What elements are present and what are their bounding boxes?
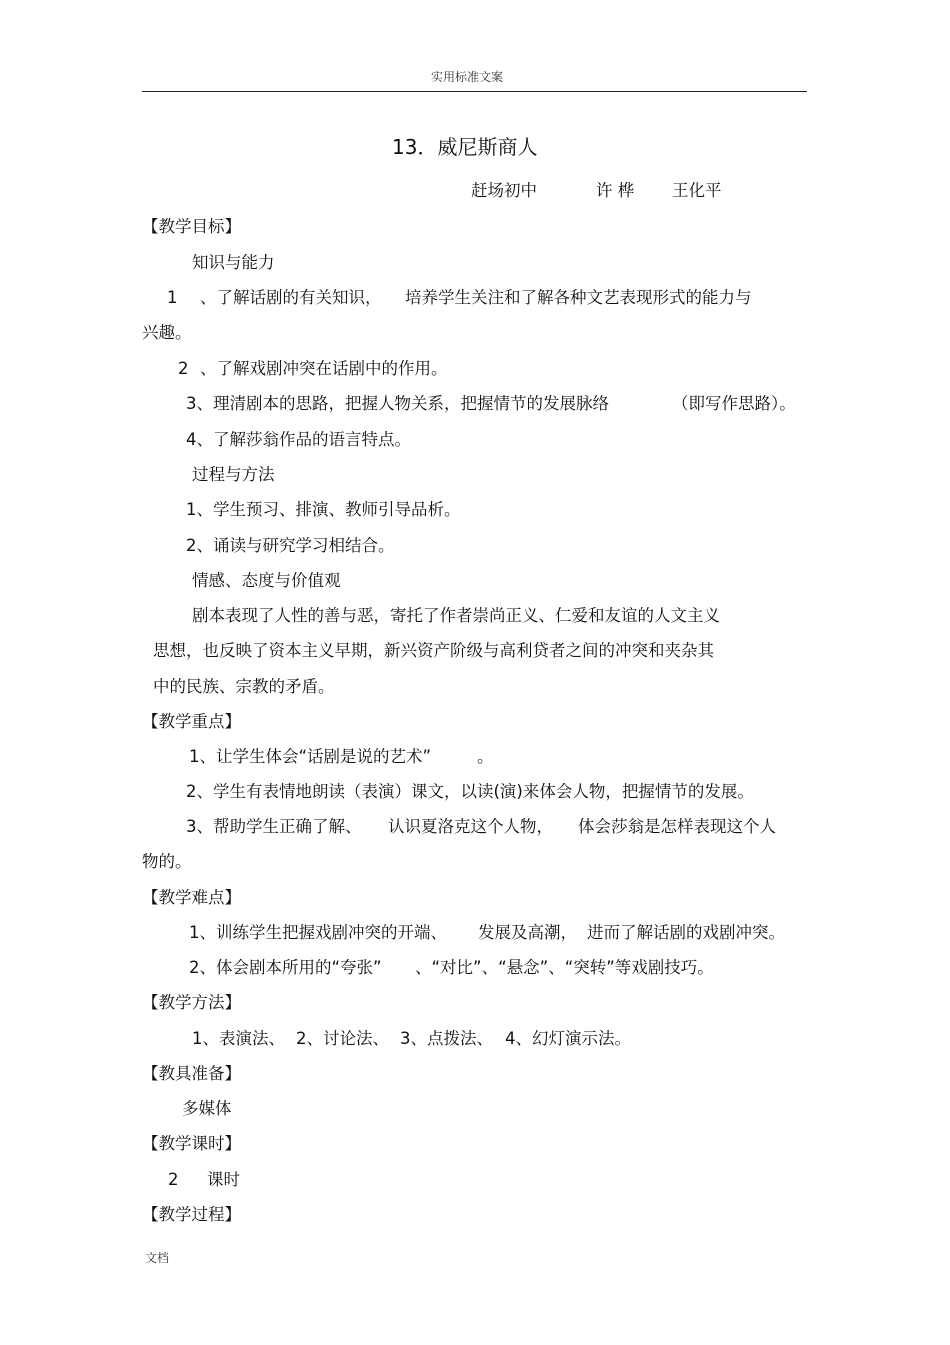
method-item: 2、讨论法、 [296, 1029, 389, 1048]
paragraph-text: 物的。 [142, 852, 192, 871]
header-rule [142, 91, 807, 92]
paragraph-text: 1、学生预习、排演、教师引导品析。 [186, 500, 461, 519]
paragraph-text: 、了解话剧的有关知识， [200, 288, 382, 307]
section-heading-methods: 【教学方法】 [142, 993, 241, 1012]
paragraph-text: 多媒体 [182, 1099, 232, 1118]
author-name-1: 许 桦 [596, 181, 635, 200]
section-heading-hours: 【教学课时】 [142, 1134, 241, 1153]
paragraph-text: 发展及高潮， [478, 923, 577, 942]
item-number: 2 [168, 1170, 179, 1189]
paragraph-text: （即写作思路）。 [672, 394, 796, 413]
page-footer: 文档 [145, 1251, 170, 1265]
paragraph-text: 、了解戏剧冲突在话剧中的作用。 [200, 359, 448, 378]
paragraph-text: 兴趣。 [142, 323, 192, 342]
subheading-knowledge: 知识与能力 [192, 253, 275, 272]
paragraph-text: 思想，也反映了资本主义早期，新兴资产阶级与高利贷者之间的冲突和夹杂其 [153, 641, 714, 660]
section-heading-keypoints: 【教学重点】 [142, 712, 241, 731]
paragraph-text: 4、了解莎翁作品的语言特点。 [186, 430, 411, 449]
section-heading-procedure: 【教学过程】 [142, 1205, 241, 1224]
paragraph-text: 、“对比”、“悬念”、“突转”等戏剧技巧。 [415, 958, 714, 977]
paragraph-text: 培养学生关注和了解各种文艺表现形式的能力与 [405, 288, 752, 307]
paragraph-text: 进而了解话剧的戏剧冲突。 [587, 923, 785, 942]
section-heading-tools: 【教具准备】 [142, 1064, 241, 1083]
paragraph-text: 剧本表现了人性的善与恶，寄托了作者崇尚正义、仁爱和友谊的人文主义 [192, 606, 720, 625]
paragraph-text: 2、学生有表情地朗读（表演）课文，以读(演)来体会人物，把握情节的发展。 [186, 782, 754, 801]
paragraph-text: 1、训练学生把握戏剧冲突的开端、 [189, 923, 447, 942]
paragraph-text: 3、理清剧本的思路，把握人物关系，把握情节的发展脉络 [186, 394, 609, 413]
section-heading-goals: 【教学目标】 [142, 217, 241, 236]
paragraph-text: 课时 [207, 1170, 240, 1189]
paragraph-text: 2、体会剧本所用的“夸张” [189, 958, 382, 977]
page-header: 实用标准文案 [431, 70, 504, 84]
paragraph-text: 2、诵读与研究学习相结合。 [186, 536, 395, 555]
lesson-title: 13．威尼斯商人 [392, 135, 538, 159]
subheading-process: 过程与方法 [192, 465, 275, 484]
author-school: 赶场初中 [471, 181, 537, 200]
item-number: 2 [178, 359, 189, 378]
method-item: 3、点拨法、 [400, 1029, 493, 1048]
subheading-emotion: 情感、态度与价值观 [192, 571, 341, 590]
method-item: 1、表演法、 [192, 1029, 285, 1048]
paragraph-text: 中的民族、宗教的矛盾。 [153, 677, 335, 696]
paragraph-text: 认识夏洛克这个人物， [388, 817, 553, 836]
paragraph-text: 3、帮助学生正确了解、 [186, 817, 362, 836]
section-heading-difficulties: 【教学难点】 [142, 888, 241, 907]
paragraph-text: 。 [477, 747, 494, 766]
paragraph-text: 体会莎翁是怎样表现这个人 [578, 817, 776, 836]
item-number: 1 [167, 288, 178, 307]
paragraph-text: 1、让学生体会“话剧是说的艺术” [189, 747, 432, 766]
author-name-2: 王化平 [672, 181, 722, 200]
method-item: 4、幻灯演示法。 [505, 1029, 631, 1048]
